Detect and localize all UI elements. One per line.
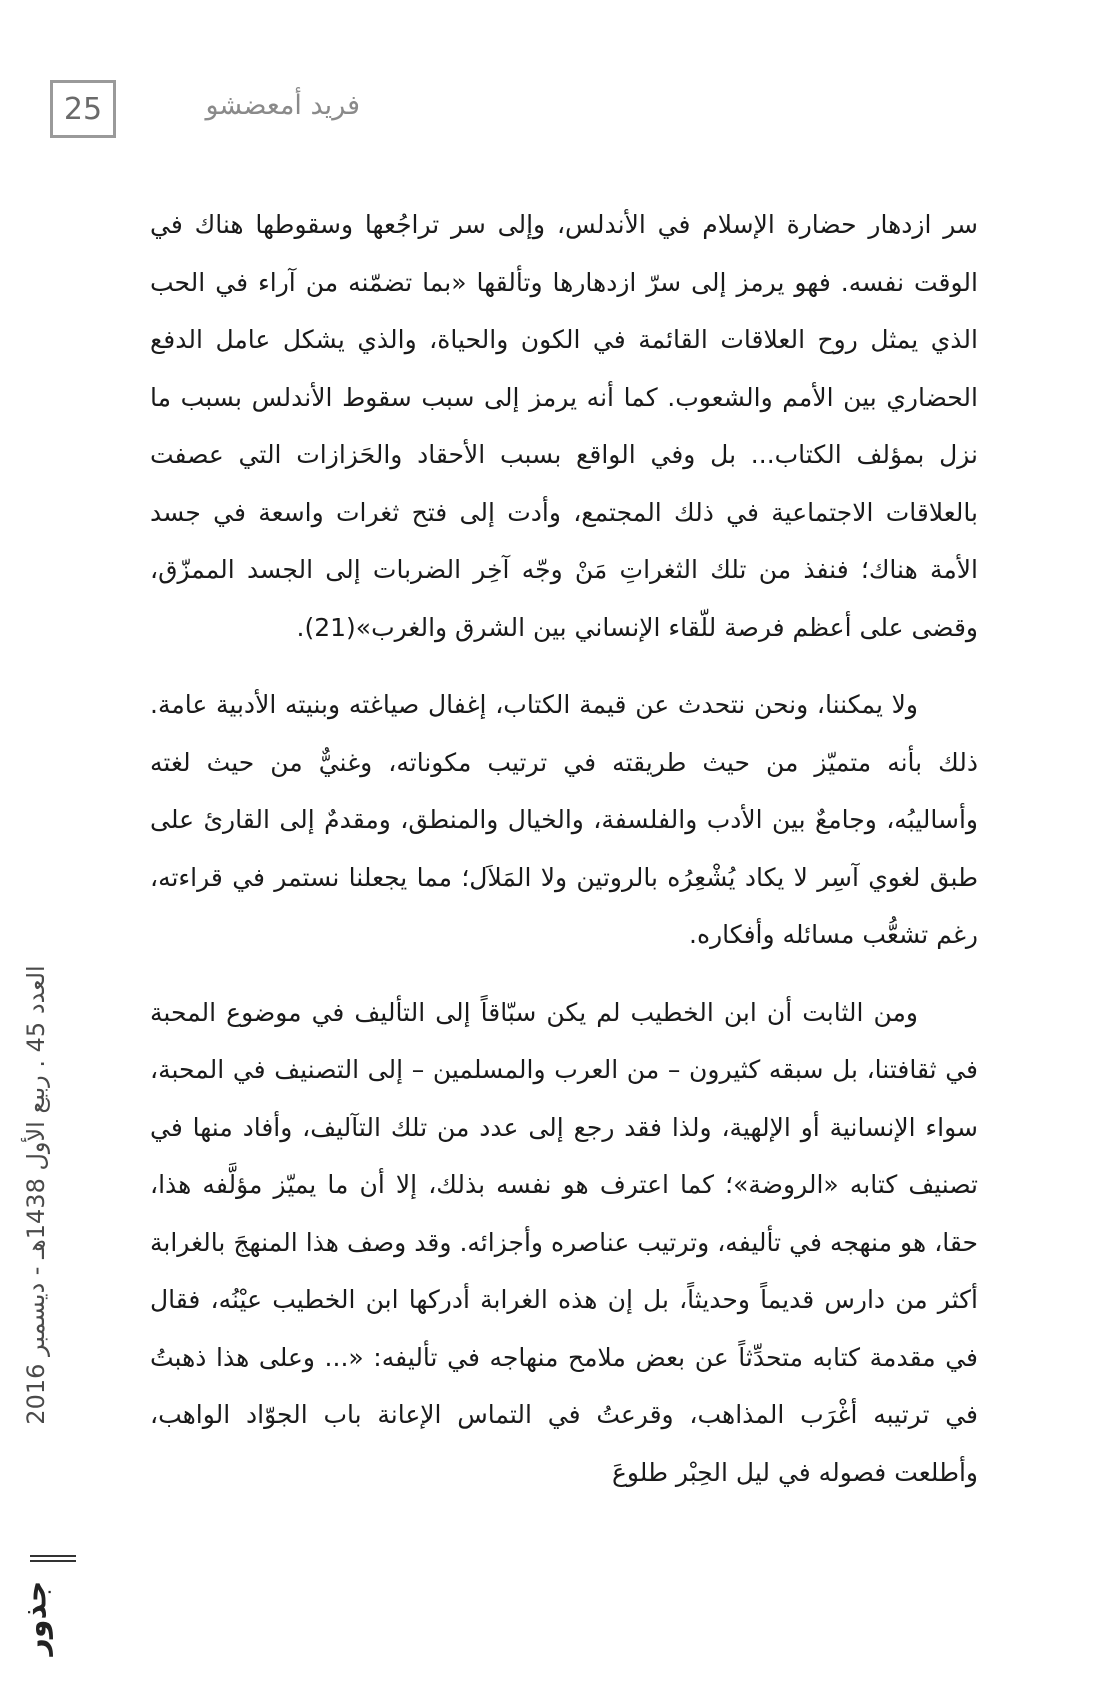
paragraph-3: ومن الثابت أن ابن الخطيب لم يكن سبّاقاً إلى التأليف في موضوع المحبة في ثقافتنا، بل سبقه كثيرون – من العرب والمسلمين – إلى التصنيف في المحبة، سواء الإنسانية أو الإلهية، ولذا فقد رجع إلى عدد من تلك التآليف، وأفاد منها في تصنيف كتابه «الروضة»؛ كما اعترف هو نفسه بذلك، إلا أن ما يميّز مؤلَّفه هذا، حقا، هو منهجه في تأليفه، وترتيب عناصره وأجزائه. وقد وصف هذا المنهجَ بالغرابة أكثر من دارس قديماً وحديثاً، بل إن هذه الغرابة أدركها ابن الخطيب عيْنُه، فقال في مقدمة كتابه متحدِّثاً عن بعض ملامح منهاجه في تأليفه: «... وعلى هذا ذهبتُ في ترتيبه أغْرَب المذاهب، وقرعتُ في التماس الإعانة باب الجوّاد الواهب، وأطلعت فصوله في ليل الحِبْر طلوعَ xyxy=(150,997,978,1487)
page-number: 25 xyxy=(63,91,103,127)
running-head-author: فريد أمعضشو xyxy=(205,90,360,121)
article-body xyxy=(150,196,978,1501)
sidebar-divider xyxy=(30,1555,76,1562)
paragraph-2: ولا يمكننا، ونحن نتحدث عن قيمة الكتاب، إغفال صياغته وبنيته الأدبية عامة. ذلك بأنه متميّز من حيث طريقته في ترتيب مكوناته، وغنيٌّ من حيث لغته وأساليبُه، وجامعٌ بين الأدب والفلسفة، والخيال والمنطق، ومقدمٌ إلى القارئ على طبق لغوي آسِر لا يكاد يُشْعِرُه بالروتين ولا المَلاَل؛ مما يجعلنا نستمر في قراءته، رغم تشعُّب مسائله وأفكاره. xyxy=(150,690,978,949)
issue-info: العدد 45 . ربيع الأول 1438هـ - ديسمبر 2016 xyxy=(22,965,50,1425)
magazine-logo: جذور xyxy=(18,1580,54,1656)
paragraph-1: سر ازدهار حضارة الإسلام في الأندلس، وإلى سر تراجُعها وسقوطها هناك في الوقت نفسه. فهو يرمز إلى سرّ ازدهارها وتألقها «بما تضمّنه من آراء في الحب الذي يمثل روح العلاقات القائمة في الكون والحياة، والذي يشكل عامل الدفع الحضاري بين الأمم والشعوب. كما أنه يرمز إلى سبب سقوط الأندلس بسبب ما نزل بمؤلف الكتاب... بل وفي الواقع بسبب الأحقاد والحَزازات التي عصفت بالعلاقات الاجتماعية في ذلك المجتمع، وأدت إلى فتح ثغرات واسعة في جسد الأمة هناك؛ فنفذ من تلك الثغراتِ مَنْ وجّه آخِر الضربات إلى الجسد الممزّق، وقضى على أعظم فرصة للّقاء الإنساني بين الشرق والغرب»(21). xyxy=(150,210,978,642)
page-number-box xyxy=(50,80,116,138)
